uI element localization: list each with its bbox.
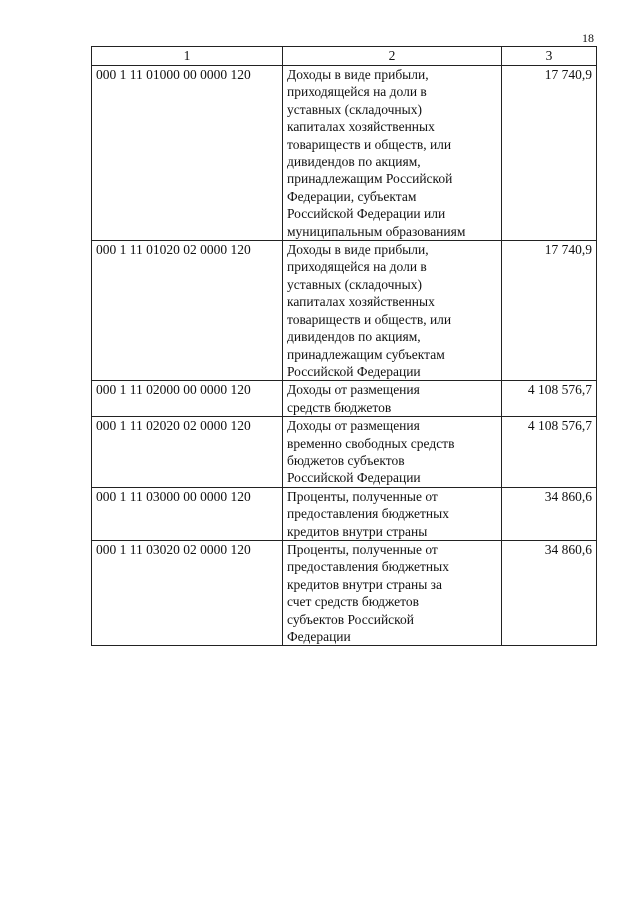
description-line: предоставления бюджетных (287, 559, 449, 575)
description-line: кредитов внутри страны (287, 523, 428, 539)
table-row (92, 66, 597, 241)
table-row (92, 417, 597, 488)
description-line: приходящейся на доли в (287, 259, 427, 275)
description-line: Федерации, субъектам (287, 188, 417, 204)
table-row (92, 487, 597, 540)
amount-cell: 34 860,6 (502, 487, 597, 540)
budget-code-cell: 000 1 11 01000 00 0000 120 (92, 66, 283, 241)
description-cell (283, 417, 502, 488)
amount-cell: 4 108 576,7 (502, 417, 597, 488)
description-line: средств бюджетов (287, 399, 392, 415)
description-line: уставных (складочных) (287, 101, 422, 117)
amount-cell: 34 860,6 (502, 540, 597, 645)
table-body (92, 66, 597, 646)
description-line: Российской Федерации (287, 363, 421, 379)
description-line: кредитов внутри страны за (287, 576, 442, 592)
table-row (92, 540, 597, 645)
column-header-amount: 3 (502, 47, 597, 66)
description-line: принадлежащим Российской (287, 171, 453, 187)
description-line: бюджетов субъектов (287, 452, 405, 468)
description-line: дивидендов по акциям, (287, 329, 421, 345)
budget-code-cell: 000 1 11 01020 02 0000 120 (92, 241, 283, 381)
description-line: товариществ и обществ, или (287, 136, 452, 152)
table-row (92, 381, 597, 417)
budget-code-cell: 000 1 11 03020 02 0000 120 (92, 540, 283, 645)
description-line: товариществ и обществ, или (287, 311, 452, 327)
description-line: Российской Федерации или (287, 206, 446, 222)
budget-code-cell: 000 1 11 02020 02 0000 120 (92, 417, 283, 488)
table-row (92, 241, 597, 381)
description-line: капиталах хозяйственных (287, 119, 435, 135)
table-header (92, 47, 597, 66)
amount-cell: 17 740,9 (502, 241, 597, 381)
description-line: временно свободных средств (287, 435, 455, 451)
description-line: капиталах хозяйственных (287, 294, 435, 310)
description-cell (283, 540, 502, 645)
description-cell (283, 241, 502, 381)
column-header-code: 1 (92, 47, 283, 66)
description-line: Проценты, полученные от (287, 541, 438, 557)
amount-cell: 4 108 576,7 (502, 381, 597, 417)
budget-code-cell: 000 1 11 02000 00 0000 120 (92, 381, 283, 417)
description-line: счет средств бюджетов (287, 594, 419, 610)
description-line: муниципальным образованиям (287, 223, 466, 239)
description-cell (283, 381, 502, 417)
header-row (92, 47, 597, 66)
column-header-description: 2 (283, 47, 502, 66)
description-line: уставных (складочных) (287, 276, 422, 292)
description-line: Доходы в виде прибыли, (287, 67, 429, 82)
description-line: дивидендов по акциям, (287, 154, 421, 170)
description-line: принадлежащим субъектам (287, 346, 445, 362)
budget-revenue-table (91, 46, 597, 646)
description-line: Проценты, полученные от (287, 488, 438, 504)
description-line: Доходы в виде прибыли, (287, 242, 429, 258)
description-line: Доходы от размещения (287, 418, 420, 434)
description-cell (283, 487, 502, 540)
description-line: Федерации (287, 629, 351, 644)
description-cell (283, 66, 502, 241)
description-line: субъектов Российской (287, 611, 415, 627)
amount-cell: 17 740,9 (502, 66, 597, 241)
description-line: Доходы от размещения (287, 382, 420, 398)
page-number: 18 (582, 31, 594, 45)
description-line: Российской Федерации (287, 470, 421, 486)
description-line: приходящейся на доли в (287, 84, 427, 100)
budget-code-cell: 000 1 11 03000 00 0000 120 (92, 487, 283, 540)
description-line: предоставления бюджетных (287, 506, 449, 522)
